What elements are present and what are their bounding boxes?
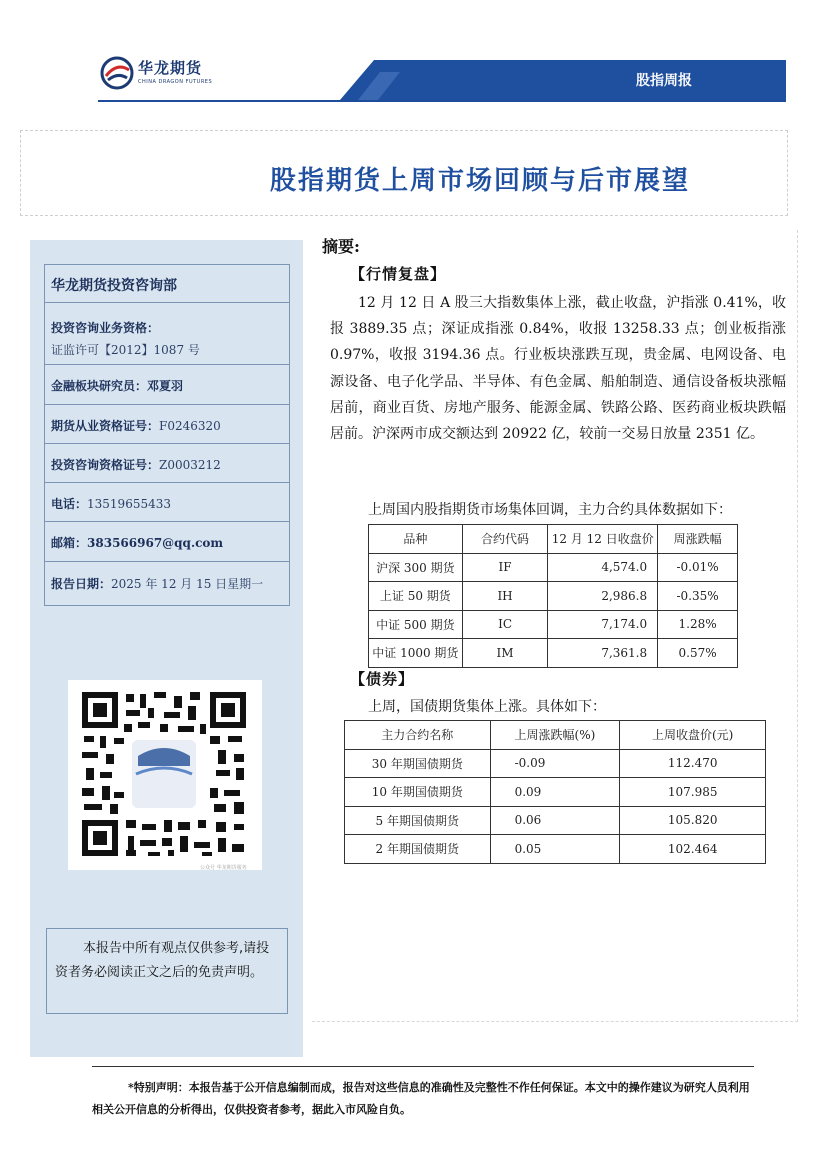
researcher-row — [45, 365, 289, 405]
table-header-cell: 主力合约名称 — [345, 721, 491, 750]
qr-caption: 公众号 华龙期货服务 — [200, 865, 247, 871]
phone-label: 电话： — [51, 497, 88, 511]
table-cell: 5 年期国债期货 — [345, 806, 491, 835]
email-row — [45, 522, 289, 562]
table-cell: 0.05 — [490, 835, 620, 864]
table-row — [369, 610, 738, 639]
table-cell: IH — [462, 582, 548, 611]
table-cell: 2 年期国债期货 — [345, 835, 491, 864]
futures-cert-label: 期货从业资格证号： — [51, 419, 160, 433]
table-header-row — [345, 721, 766, 750]
table-row — [345, 749, 766, 778]
table-cell: 30 年期国债期货 — [345, 749, 491, 778]
table-cell: 中证 1000 期货 — [369, 639, 463, 668]
header-divider — [98, 100, 786, 102]
header-band — [340, 60, 786, 100]
logo-text: 华龙期货 — [138, 59, 203, 77]
index-futures-table — [368, 524, 738, 668]
table-cell: 0.57% — [658, 639, 738, 668]
table-header-row — [369, 525, 738, 554]
special-disclaimer: *特别声明：本报告基于公开信息编制而成，报告对这些信息的准确性及完整性不作任何保证。本文中的操作建议为研究人员利用相关公开信息的分析得出，仅供投资者参考，据此入市风险自负。 — [92, 1081, 750, 1116]
table-cell: IF — [462, 553, 548, 582]
page-title: 股指期货上周市场回顾与后市展望 — [270, 166, 691, 196]
table-cell: 10 年期国债期货 — [345, 778, 491, 807]
consult-cert-value: Z0003212 — [159, 458, 221, 472]
qualification-label: 投资咨询业务资格： — [51, 321, 160, 335]
department-row — [45, 265, 289, 303]
researcher-label: 金融板块研究员： — [51, 379, 148, 393]
table-header-cell: 品种 — [369, 525, 463, 554]
researcher-name: 邓夏羽 — [147, 379, 184, 393]
table-cell: 112.470 — [620, 749, 766, 778]
table-cell: 102.464 — [620, 835, 766, 864]
table-cell: IC — [462, 610, 548, 639]
table-header-cell: 12 月 12 日收盘价 — [548, 525, 658, 554]
phone-row — [45, 483, 289, 522]
footer-divider — [92, 1066, 754, 1067]
disclaimer-notice: 本报告中所有观点仅供参考,请投资者务必阅读正文之后的免责声明。 — [46, 928, 288, 1014]
logo-english-text: CHINA DRAGON FUTURES — [138, 79, 213, 85]
table-cell: 4,574.0 — [548, 553, 658, 582]
table-row — [369, 553, 738, 582]
report-date-row — [45, 562, 289, 606]
table-cell: 0.09 — [490, 778, 620, 807]
report-date-value: 2025 年 12 月 15 日星期一 — [111, 577, 264, 591]
futures-cert-value: F0246320 — [159, 419, 221, 433]
bond-futures-table — [344, 720, 766, 864]
table-cell: 7,174.0 — [548, 610, 658, 639]
table-cell: -0.35% — [658, 582, 738, 611]
table-cell: 7,361.8 — [548, 639, 658, 668]
summary-heading: 摘要: — [322, 237, 360, 256]
consult-cert-label: 投资咨询资格证号： — [51, 458, 160, 472]
table-cell: 2,986.8 — [548, 582, 658, 611]
futures-cert-row — [45, 405, 289, 444]
report-type-tag: 股指周报 — [636, 73, 692, 89]
phone-value: 13519655433 — [87, 497, 171, 511]
email-value: 383566967@qq.com — [87, 536, 224, 550]
table-cell: IM — [462, 639, 548, 668]
table-cell: 0.06 — [490, 806, 620, 835]
table-row — [345, 835, 766, 864]
bond-futures-intro: 上周，国债期货集体上涨。具体如下： — [368, 699, 606, 715]
table-cell: -0.01% — [658, 553, 738, 582]
market-review-heading: 【行情复盘】 — [350, 265, 447, 283]
table-row — [369, 639, 738, 668]
dragon-logo-icon — [100, 56, 134, 90]
qualification-row — [45, 303, 289, 365]
table-cell: 沪深 300 期货 — [369, 553, 463, 582]
table-row — [345, 778, 766, 807]
table-cell: 上证 50 期货 — [369, 582, 463, 611]
analyst-info-box — [44, 264, 290, 606]
index-futures-intro: 上周国内股指期货市场集体回调，主力合约具体数据如下： — [368, 502, 732, 518]
table-header-cell: 上周涨跌幅(%) — [490, 721, 620, 750]
table-cell: 107.985 — [620, 778, 766, 807]
department-name: 华龙期货投资咨询部 — [51, 278, 177, 294]
email-label: 邮箱： — [51, 536, 88, 550]
qr-code-icon — [78, 688, 250, 860]
report-date-label: 报告日期： — [51, 577, 112, 591]
market-review-text: 12 月 12 日 A 股三大指数集体上涨，截止收盘，沪指涨 0.41%，收报 3889.35 点；深证成指涨 0.84%，收报 13258.33 点；创业板指涨 0.97%，收报 3194.36 点。行业板块涨跌互现，贵金属、电网设备、电源设备、电子化学品、半导体、有色金属、船舶制造、通信设备板块涨幅居前，商业百货、房地产服务、能源金属、铁路公路、医药商业板块跌幅居前。沪深两市成交额达到 20922 亿，较前一交易日放量 2351 亿。 — [330, 295, 786, 443]
table-cell: 1.28% — [658, 610, 738, 639]
table-row — [369, 582, 738, 611]
table-header-cell: 周涨跌幅 — [658, 525, 738, 554]
bond-heading: 【债券】 — [350, 670, 415, 688]
table-header-cell: 合约代码 — [462, 525, 548, 554]
consult-cert-row — [45, 444, 289, 483]
company-logo — [100, 52, 240, 96]
table-cell: -0.09 — [490, 749, 620, 778]
qualification-value: 证监许可【2012】1087 号 — [51, 343, 200, 357]
table-header-cell: 上周收盘价(元) — [620, 721, 766, 750]
table-row — [345, 806, 766, 835]
table-cell: 105.820 — [620, 806, 766, 835]
table-cell: 中证 500 期货 — [369, 610, 463, 639]
